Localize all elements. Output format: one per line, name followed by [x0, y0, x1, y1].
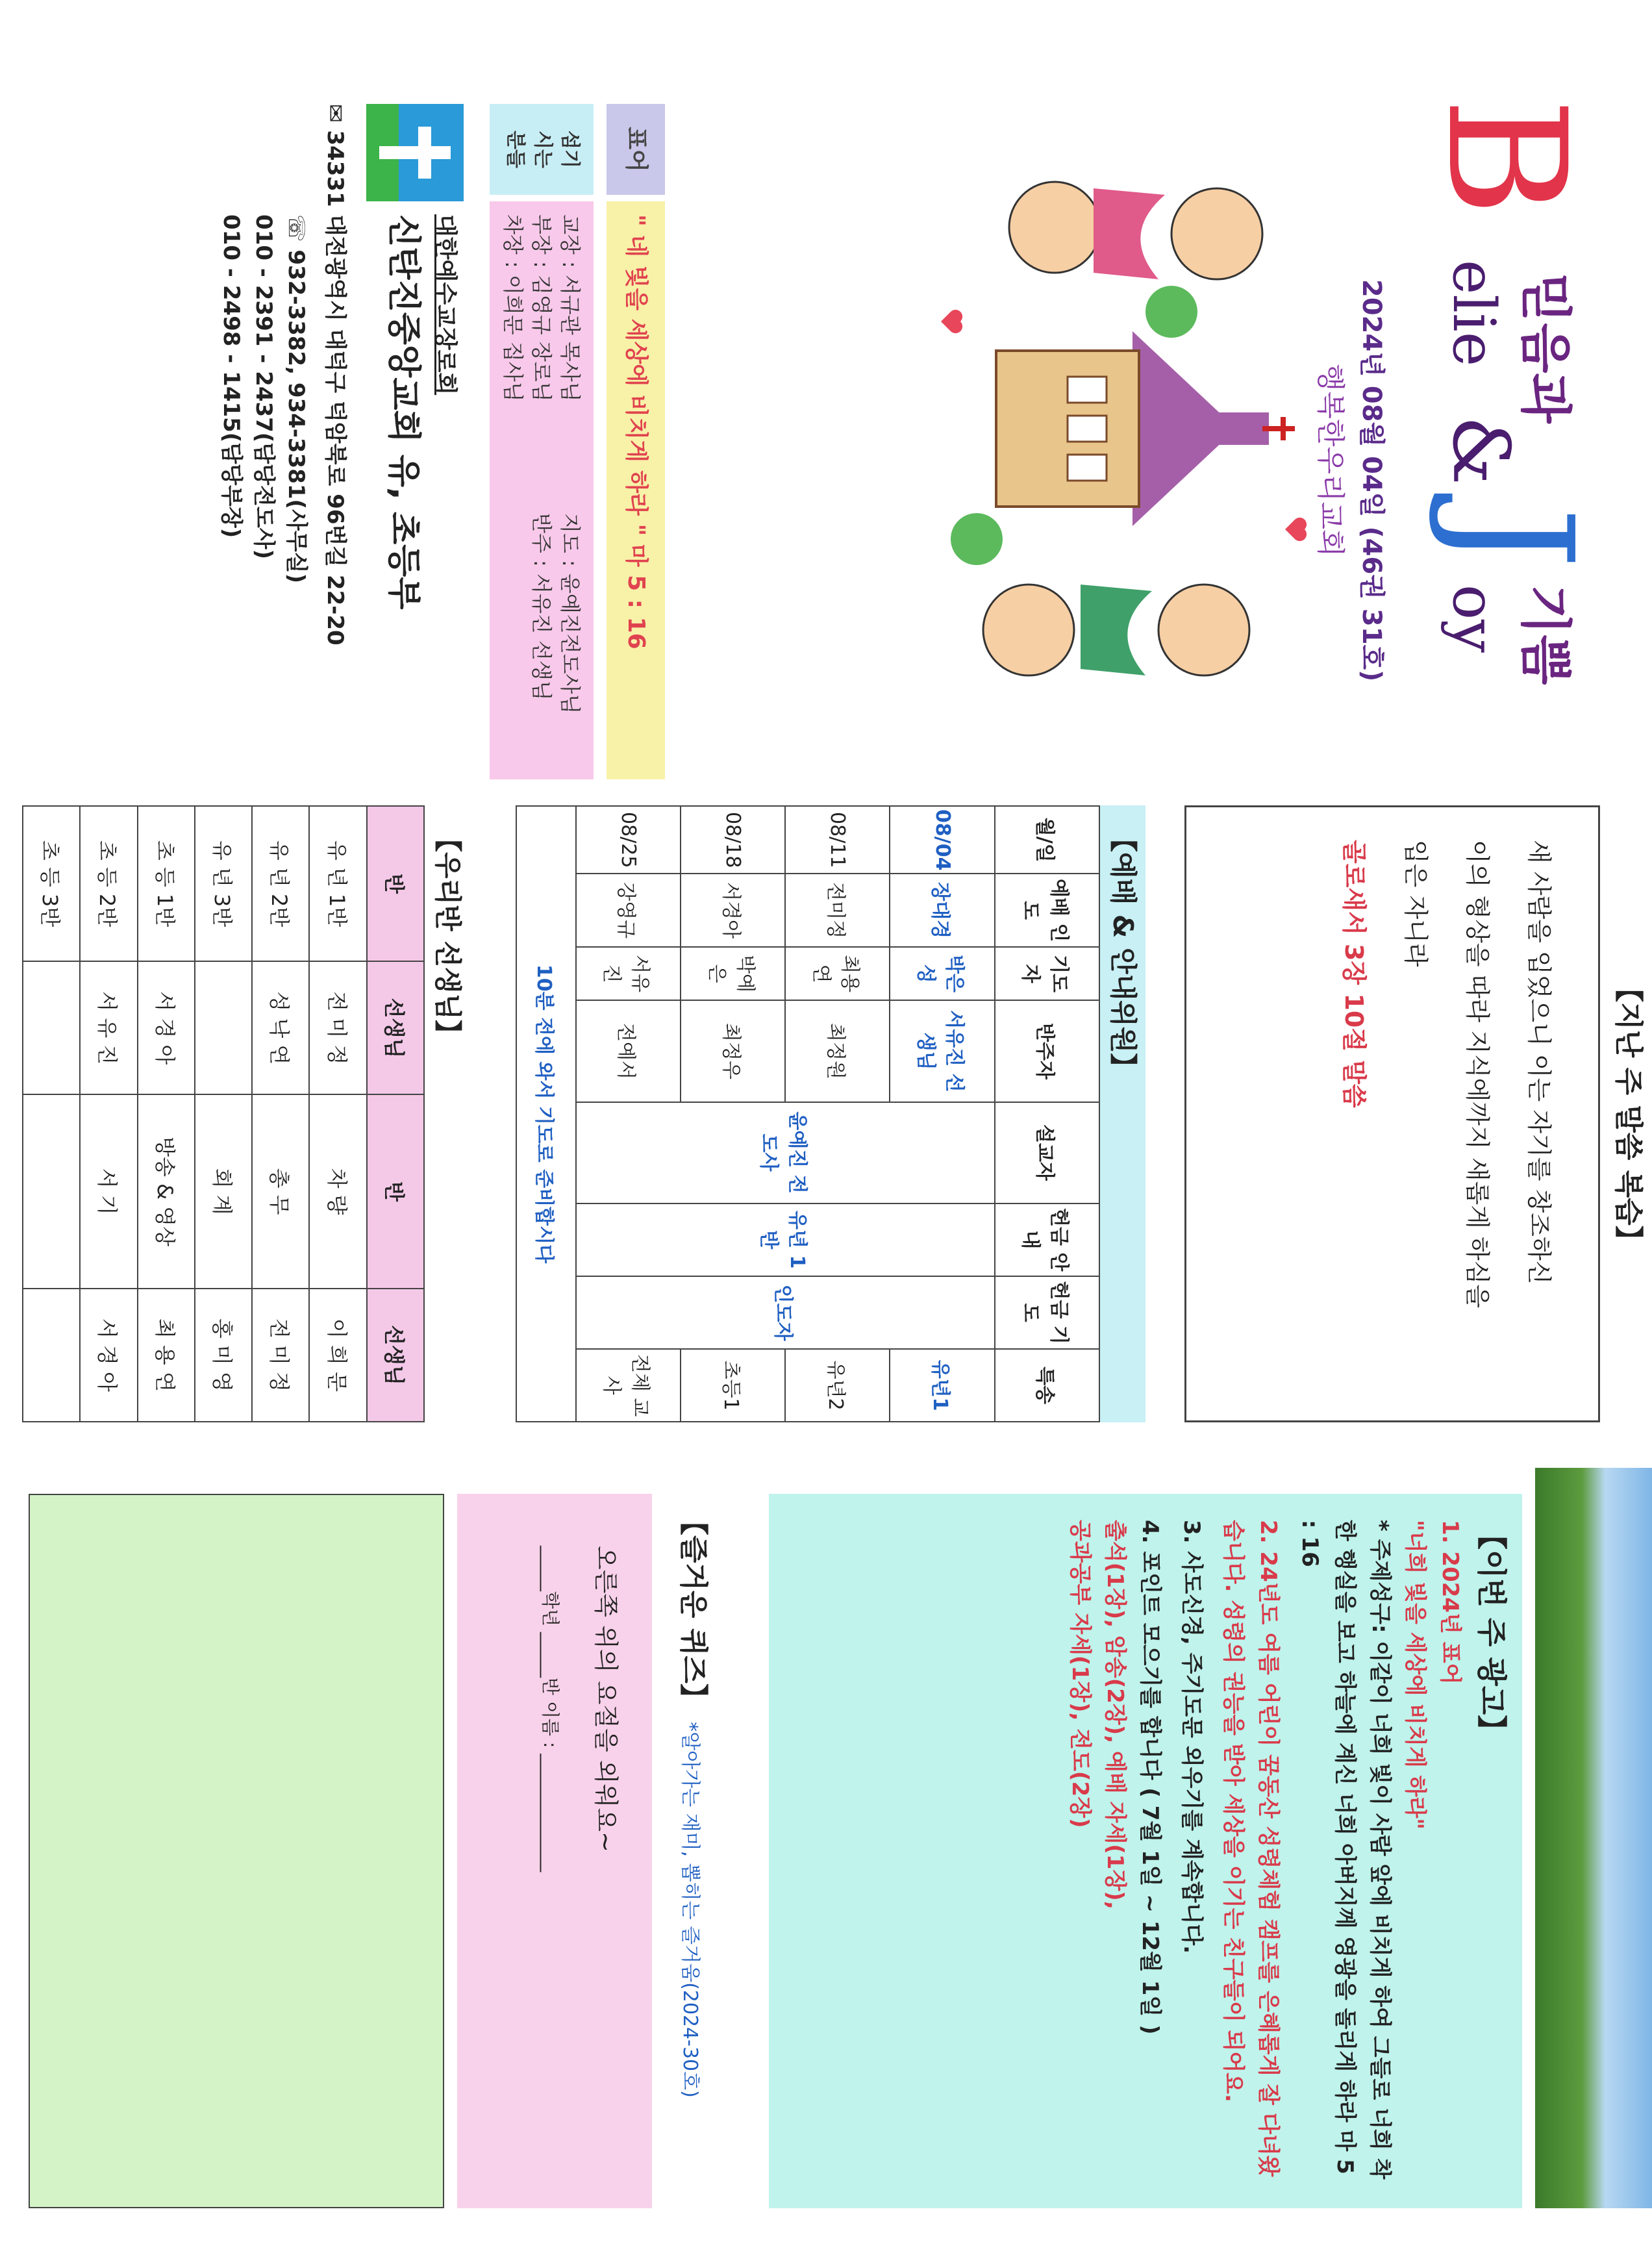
staff-guide: 지도 : 윤예진전도사님: [558, 513, 582, 714]
staff-vice-principal: 부장 : 김영규 장로님: [529, 214, 554, 402]
theme-verse: " 네 빛을 세상에 비치게 하라 " 마 5 : 16: [607, 201, 665, 779]
cell-teacher: [23, 961, 80, 1094]
cell-prayer: 최용연: [785, 947, 890, 1001]
cell-offering-prayer: 인도자: [576, 1276, 995, 1349]
review-line: 새 사람을 입었으니 이는 자기를 창조하신: [1525, 840, 1553, 1285]
header-role: 반: [367, 1094, 424, 1288]
table-row: [138, 806, 195, 1422]
cell-role: 총 무: [252, 1094, 309, 1288]
worship-footer-row: [516, 806, 576, 1422]
table-row: [890, 806, 995, 1422]
cell-date: 08/11: [785, 806, 890, 874]
header-preacher: 설교자: [995, 1102, 1099, 1203]
cell-leader: 강영규: [576, 874, 681, 946]
cell-teacher: [195, 961, 252, 1094]
cell-teacher: 전 미 정: [309, 961, 366, 1094]
cell-role-teacher: 최 용 연: [138, 1289, 195, 1422]
teacher-header-row: [367, 806, 424, 1422]
cell-role: 회 계: [195, 1094, 252, 1288]
cell-prayer: 박예은: [681, 947, 785, 1001]
review-line: 이의 형상을 따라 지식에까지 새롭게 하심을: [1463, 840, 1492, 1309]
header-prayer: 기도자: [995, 947, 1099, 1001]
cell-leader: 장대경: [890, 874, 995, 946]
teacher-title: 【우리반 선생님】: [432, 825, 464, 1048]
church-denomination: 대한예수교장로회: [432, 214, 458, 396]
header-leader: 예배 인도: [995, 874, 1099, 946]
staff-secretary: 차장 : 이희문 집사님: [501, 214, 525, 402]
announcement-3: 3. 사도신경, 주기도문 외우기를 계속합니다.: [1179, 1520, 1205, 1954]
phone-evangelist: 010 - 2391 - 2437(담당전도사): [251, 214, 277, 560]
cell-role: 방송 & 영상: [138, 1094, 195, 1288]
review-reference: 골로새서 3장 10절 말씀: [1340, 840, 1368, 1108]
cell-teacher: 서 유 진: [80, 961, 137, 1094]
phone-director: 010 - 2498 - 1415(담당부장): [218, 214, 244, 538]
cell-prayer: 서유진: [576, 947, 681, 1001]
logo-ampersand: &: [1435, 416, 1525, 485]
worship-footer: 10분 전에 와서 기도로 준비합시다: [516, 806, 576, 1422]
cell-date: 08/04: [890, 806, 995, 874]
logo-letter-j: J: [1425, 507, 1607, 570]
staff-tag-line: 시는: [531, 131, 554, 168]
announcement-4: 4. 포인트 모으기를 합니다 ( 7월 1일 ~ 12월 1일 ): [1137, 1520, 1163, 2035]
theme-tag: 표어: [607, 104, 665, 195]
cell-leader: 서경아: [681, 874, 785, 946]
logo-elie: elie: [1440, 260, 1508, 367]
quiz-title: 【즐거운 퀴즈】: [677, 1507, 710, 1712]
cell-prayer: 박은성: [890, 947, 995, 1001]
header-offering-prayer: 헌금 기도: [995, 1276, 1099, 1349]
cell-role-teacher: [23, 1289, 80, 1422]
staff-list: [490, 201, 594, 779]
quiz-subtitle: *알아가는 재미, 뽑히는 즐거움(2024-30호): [679, 1722, 701, 2098]
staff-pastor: 교장 : 서규관 목사님: [558, 214, 582, 402]
header-teacher: 선생님: [367, 961, 424, 1094]
cell-role-teacher: 전 미 정: [252, 1289, 309, 1422]
table-row: [195, 806, 252, 1422]
staff-tag-line: 섬기: [558, 131, 581, 168]
church-address: [314, 104, 353, 805]
quiz-answer-area[interactable]: [29, 1494, 444, 2208]
cell-preacher: 윤예진 전도사: [576, 1102, 995, 1203]
logo-korean-faith: 믿음과: [1515, 273, 1575, 423]
cell-class: 유 년 1반: [309, 806, 366, 961]
cell-date: 08/18: [681, 806, 785, 874]
header-class: 반: [367, 806, 424, 961]
church-logo-icon: [366, 104, 464, 201]
cell-role-teacher: 이 희 문: [309, 1289, 366, 1422]
announcement-1-heading: 1. 2024년 표어: [1437, 1520, 1463, 1685]
table-row: [80, 806, 137, 1422]
cell-role: [23, 1094, 80, 1288]
announcement-4-points: 출석(1장), 암송(2장), 예배 자세(1장),: [1102, 1520, 1128, 1909]
header-accompanist: 반주자: [995, 1000, 1099, 1102]
illustration-caption: 행복한우리교회: [1314, 364, 1347, 557]
cell-accompanist: 최정우: [681, 1000, 785, 1102]
church-name: 신탄진중앙교회 유, 초등부: [384, 214, 423, 610]
cell-date: 08/25: [576, 806, 681, 874]
cell-teacher: 서 경 아: [138, 961, 195, 1094]
staff-tag: [490, 104, 594, 195]
cell-class: 초 등 1반: [138, 806, 195, 961]
announcement-4-points-more: 공과공부 자세(1장), 전도(2장): [1067, 1520, 1093, 1828]
worship-header-row: [995, 806, 1099, 1422]
cell-special-song: 유년1: [890, 1349, 995, 1422]
staff-tag-line: 분들: [504, 131, 527, 168]
cell-role-teacher: 홍 미 영: [195, 1289, 252, 1422]
quiz-title-row: [658, 1494, 717, 2208]
cell-class: 유 년 3반: [195, 806, 252, 961]
mail-icon: ✉: [322, 104, 348, 131]
cell-class: 유 년 2반: [252, 806, 309, 961]
cell-role-teacher: 서 경 아: [80, 1289, 137, 1422]
logo-korean-joy: 기쁨: [1515, 585, 1575, 685]
issue-date: 2024년 08월 04일 (46권 31호): [1357, 279, 1386, 682]
quiz-box: [29, 1494, 717, 2208]
cell-special-song: 유년2: [785, 1349, 890, 1422]
cell-special-song: 전체 교사: [576, 1349, 681, 1422]
address-text: 34331 대전광역시 대덕구 덕암북로 96번길 22-20: [322, 130, 348, 646]
worship-title: 【예배 & 안내위원】: [1100, 805, 1145, 1422]
cell-class: 초 등 3반: [23, 806, 80, 961]
table-row: [23, 806, 80, 1422]
announcement-1-verse: * 주제성구: 이같이 너희 빛이 사람 앞에 비치게 하여 그들로 너희 착한 행실을 보고 하늘에 계신 너희 아버지께 영광을 돌리게 하라 마 5 : 16: [1297, 1520, 1393, 2180]
cell-accompanist: 전예서: [576, 1000, 681, 1102]
cell-role: 차 량: [309, 1094, 366, 1288]
teacher-table: [22, 805, 425, 1422]
cell-offering-guide: 유년 1반: [576, 1203, 995, 1276]
announcement-1-bullet: "너희 빛을 세상에 비치게 하라": [1402, 1520, 1428, 1830]
review-title: 【지난 주 말씀 복습】: [1612, 974, 1645, 1254]
header-offering-guide: 헌금 안내: [995, 1203, 1099, 1276]
header-special-song: 특송: [995, 1349, 1099, 1422]
phone-main: ☏ 932-3382, 934-3381(사무실): [283, 214, 309, 584]
cell-class: 초 등 2반: [80, 806, 137, 961]
review-box: [1184, 805, 1600, 1422]
logo-oy: oy: [1440, 585, 1508, 653]
worship-table: [516, 805, 1100, 1422]
cell-role: 서 기: [80, 1094, 137, 1288]
review-line: 입은 자니라: [1401, 840, 1430, 967]
cell-leader: 전미정: [785, 874, 890, 946]
announcements-title: 【이번 주 광고】: [1474, 1520, 1509, 1745]
cell-accompanist: 최정원: [785, 1000, 890, 1102]
header-date: 월/일: [995, 806, 1099, 874]
logo-letter-b: B: [1412, 97, 1601, 217]
announcements-box: [769, 1494, 1522, 2208]
cell-accompanist: 서유진 선생님: [890, 1000, 995, 1102]
cell-teacher: 성 낙 연: [252, 961, 309, 1094]
quiz-question-panel: [457, 1494, 652, 2208]
quiz-answer-line[interactable]: _____학년 _____반 이름 : _____________: [540, 1546, 561, 1872]
table-row: [309, 806, 366, 1422]
table-row: [252, 806, 309, 1422]
staff-accompanist: 반주 : 서유진 선생님: [529, 513, 554, 701]
quiz-question: 오른쪽 위의 요절을 외워요~: [592, 1546, 620, 1852]
cell-special-song: 초등1: [681, 1349, 785, 1422]
landscape-photo: [1535, 1468, 1652, 2208]
children-church-illustration: [873, 117, 1366, 740]
header-role-teacher: 선생님: [367, 1289, 424, 1422]
announcement-2: 2. 24년도 여름 어린이 꿈동산 성령체험 캠프를 은혜롭게 잘 다녀왔습니다. 성령의 권능을 받아 세상을 이기는 친구들이 되어요.: [1220, 1520, 1281, 2177]
